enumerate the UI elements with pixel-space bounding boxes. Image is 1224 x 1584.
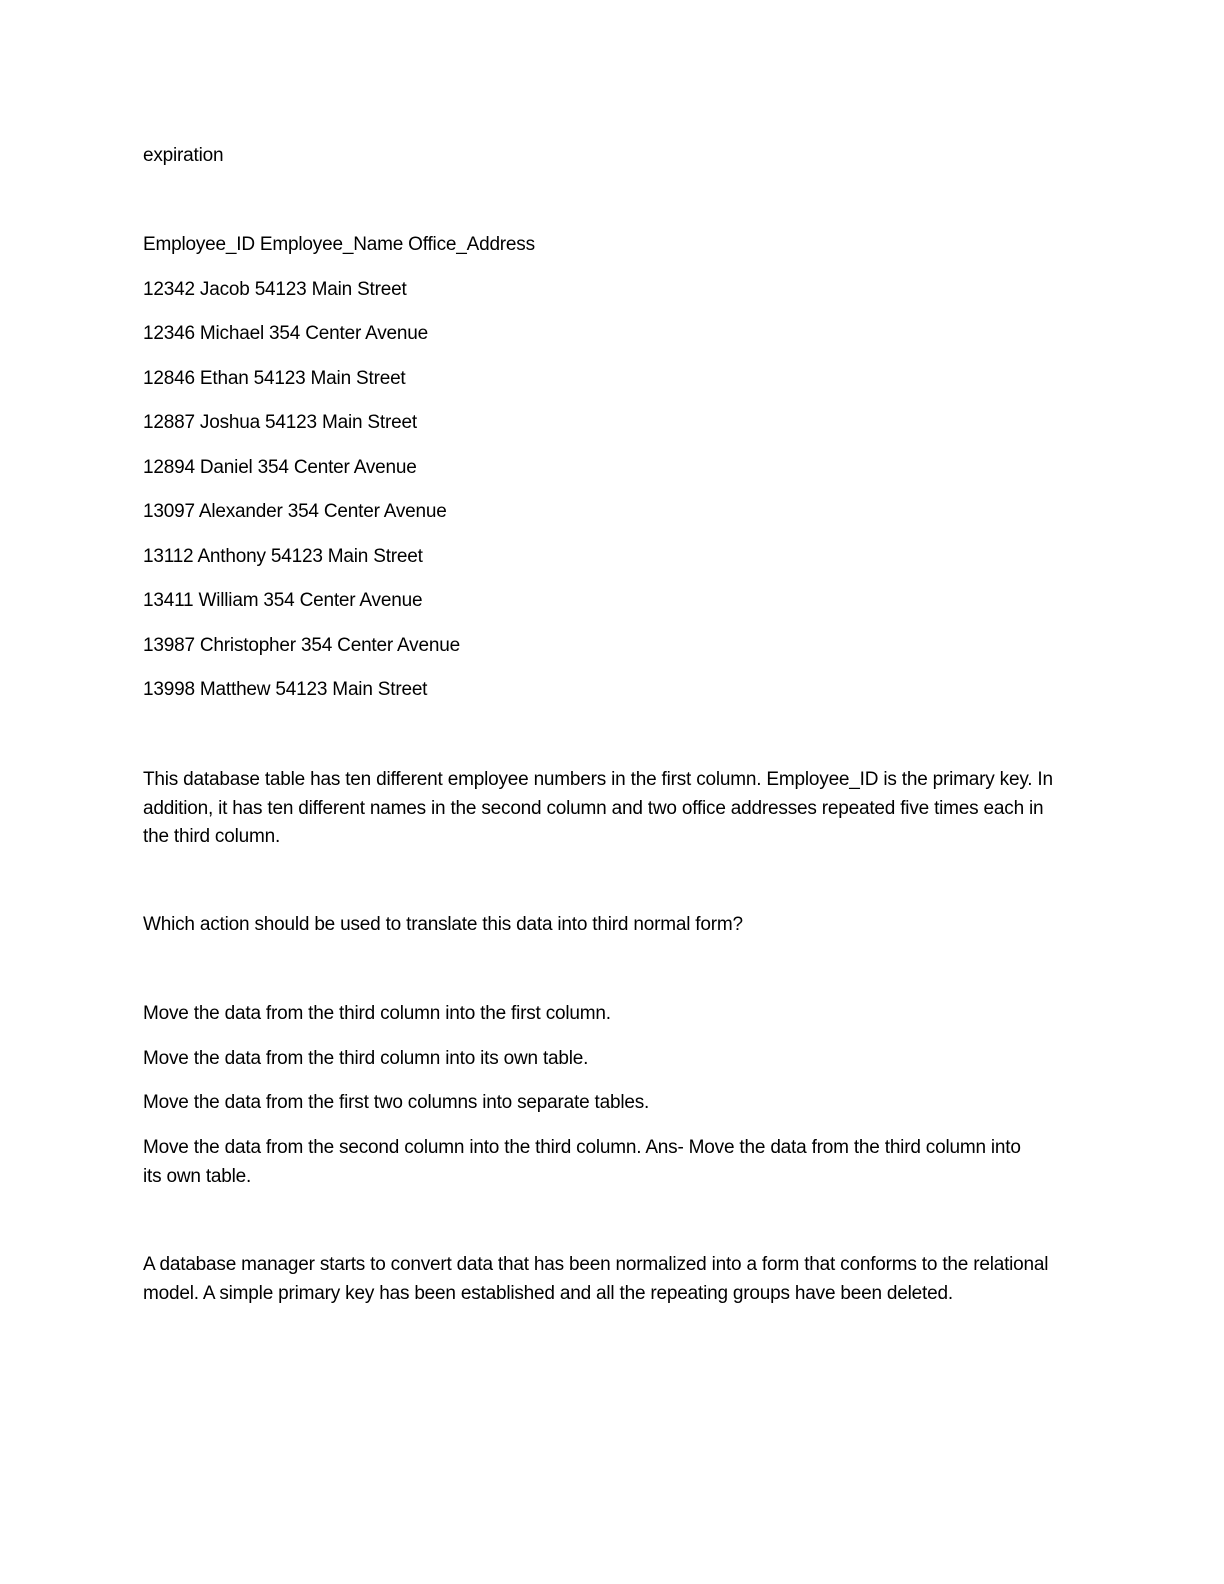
description-paragraph: This database table has ten different employee numbers in the first column. Employee_ID is the primary key. In addition, it has ten different names in the second column and two office addresses repeated five times each in the third column. <box>143 769 1053 847</box>
next-question-paragraph: A database manager starts to convert data that has been normalized into a form that conforms to the relational model. A simple primary key has been established and all the repeating groups have been deleted. <box>143 1254 1049 1304</box>
answer-option: Move the data from the first two columns into separate tables. <box>143 1092 650 1113</box>
table-row: 12887 Joshua 54123 Main Street <box>143 412 417 433</box>
question-text: Which action should be used to translate this data into third normal form? <box>143 914 743 935</box>
table-row: 12342 Jacob 54123 Main Street <box>143 279 407 300</box>
answer-option: Move the data from the third column into the first column. <box>143 1003 611 1024</box>
table-row: 13112 Anthony 54123 Main Street <box>143 546 423 567</box>
table-row: 13097 Alexander 354 Center Avenue <box>143 501 447 522</box>
table-row: 13411 William 354 Center Avenue <box>143 590 423 611</box>
table-row: 13998 Matthew 54123 Main Street <box>143 679 428 700</box>
table-row: 12894 Daniel 354 Center Avenue <box>143 457 417 478</box>
table-row: 13987 Christopher 354 Center Avenue <box>143 635 460 656</box>
heading-word: expiration <box>143 145 224 166</box>
answer-option: Move the data from the second column into the third column. Ans- Move the data from the third column into its own table. <box>143 1137 1021 1187</box>
table-header: Employee_ID Employee_Name Office_Address <box>143 234 535 255</box>
table-row: 12346 Michael 354 Center Avenue <box>143 323 428 344</box>
table-row: 12846 Ethan 54123 Main Street <box>143 368 406 389</box>
answer-option: Move the data from the third column into its own table. <box>143 1048 589 1069</box>
